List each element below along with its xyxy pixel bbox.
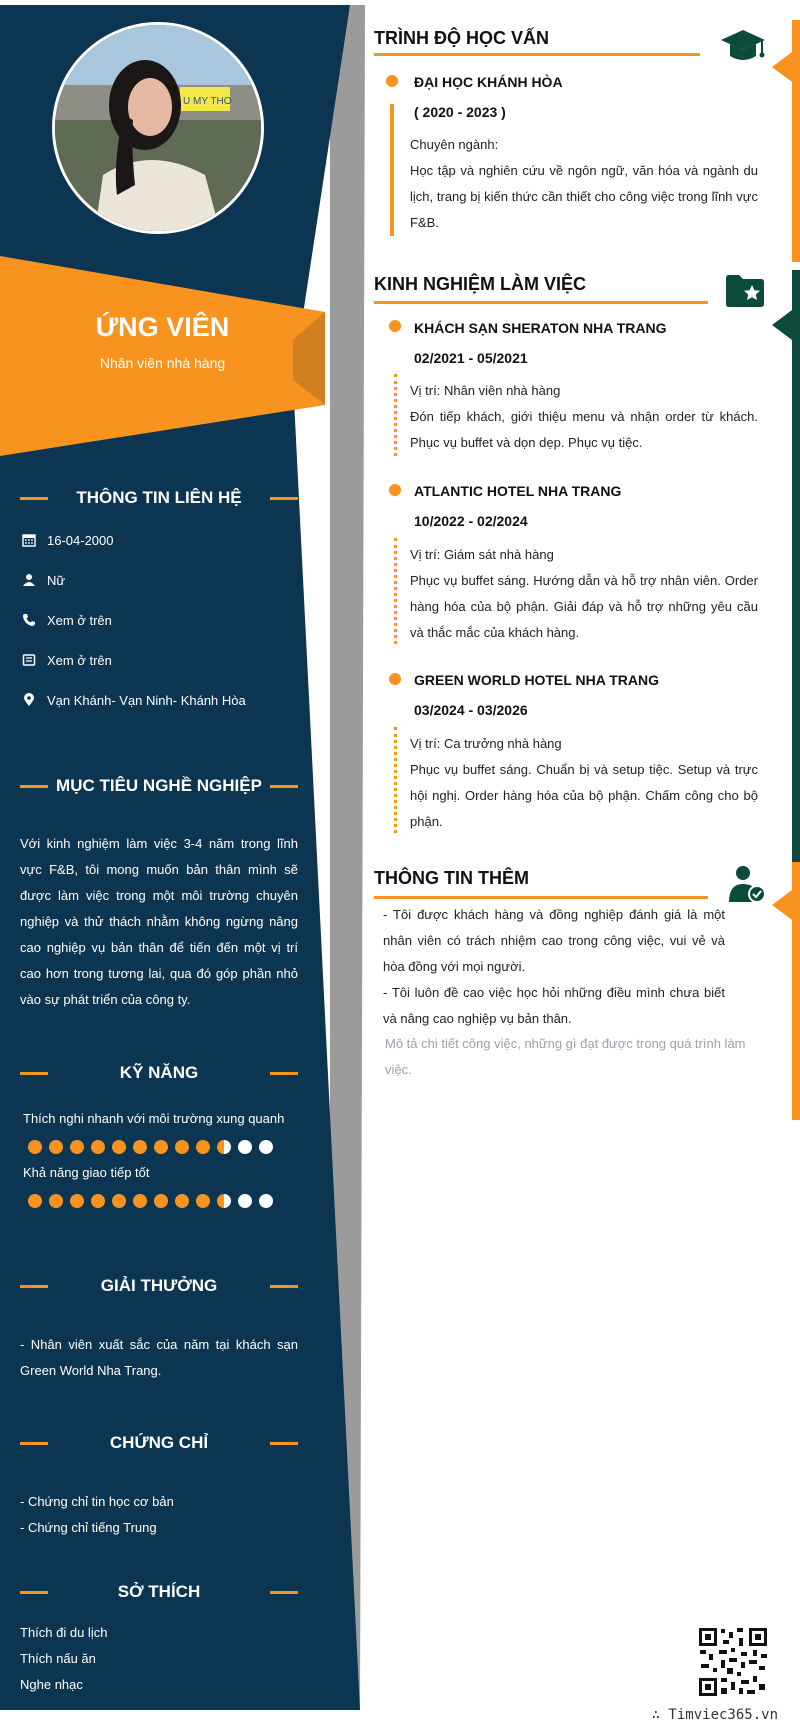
additional-hint: Mô tả chi tiết công việc, những gì đạt được trong quá trình làm việc. bbox=[385, 1036, 746, 1077]
skill-dot bbox=[112, 1140, 126, 1154]
contact-gender: Nữ bbox=[20, 570, 300, 590]
right-edge-markers bbox=[770, 20, 800, 1120]
education-timeline-line bbox=[390, 104, 394, 236]
skill-dot bbox=[196, 1140, 210, 1154]
calendar-icon bbox=[20, 531, 38, 549]
skill-dot bbox=[238, 1140, 252, 1154]
phone-icon bbox=[20, 611, 38, 629]
job-company: ATLANTIC HOTEL NHA TRANG bbox=[414, 483, 622, 499]
qr-code-icon bbox=[697, 1626, 769, 1698]
portrait-photo bbox=[55, 25, 261, 231]
skill-dot bbox=[154, 1140, 168, 1154]
skill-name: Khả năng giao tiếp tốt bbox=[23, 1165, 150, 1180]
skill-dot bbox=[196, 1194, 210, 1208]
job-period: 10/2022 - 02/2024 bbox=[414, 513, 528, 529]
job-position: Vị trí: Giám sát nhà hàng bbox=[410, 547, 554, 562]
user-check-icon bbox=[727, 864, 767, 904]
avatar bbox=[52, 22, 264, 234]
skill-dot bbox=[154, 1194, 168, 1208]
title-bar-left bbox=[20, 785, 48, 788]
job-position: Vị trí: Ca trưởng nhà hàng bbox=[410, 736, 562, 751]
candidate-name: ỨNG VIÊN bbox=[95, 312, 230, 342]
skill-dot bbox=[133, 1140, 147, 1154]
skill-dot bbox=[133, 1194, 147, 1208]
additional-line: - Tôi luôn đề cao việc học hỏi những điều mình chưa biết và nâng cao nghiệp vụ bản thân. bbox=[383, 985, 725, 1026]
graduation-cap-icon bbox=[720, 28, 766, 66]
skill-dot bbox=[49, 1194, 63, 1208]
job-description: Đón tiếp khách, giới thiệu menu và nhận order từ khách. Phục vụ buffet và dọn dẹp. Phục vụ tiệc. bbox=[410, 409, 758, 450]
svg-text:U MY THO: U MY THO bbox=[183, 96, 232, 107]
title-bar-right bbox=[270, 1285, 298, 1288]
certificate-item: - Chứng chỉ tiếng Trung bbox=[20, 1520, 157, 1535]
title-bar-left bbox=[20, 1285, 48, 1288]
skill-dot bbox=[91, 1194, 105, 1208]
hobby-item: Thích nấu ăn bbox=[20, 1651, 96, 1666]
title-bar-left bbox=[20, 1591, 48, 1594]
contact-address: Vạn Khánh- Vạn Ninh- Khánh Hòa bbox=[20, 690, 300, 710]
job-bullet bbox=[389, 320, 401, 332]
title-bar-left bbox=[20, 1442, 48, 1445]
job-description: Phục vụ buffet sáng. Hướng dẫn và hỗ trợ nhân viên. Order hàng hóa của bộ phận. Giải đáp và hỗ trợ những yêu cầu và thắc mắc của khách hàng. bbox=[410, 573, 758, 640]
objective-text: Với kinh nghiệm làm việc 3-4 năm trong lĩnh vực F&B, tôi mong muốn bản thân mình sẽ được làm việc trong một môi trường chuyên nghiệp và thử thách nhằm không ngừng nâng cao nghiệp vụ bản thân để tiến đến một vị trí cao hơn trong tương lai, qua đó góp phần nhỏ vào sự phát triển của công ty. bbox=[20, 836, 298, 1007]
hobbies-section-title: SỞ THÍCH bbox=[20, 1582, 298, 1602]
certificates-section-title: CHỨNG CHỈ bbox=[20, 1433, 298, 1453]
certificate-item: - Chứng chỉ tin học cơ bản bbox=[20, 1494, 174, 1509]
skill-dot bbox=[175, 1194, 189, 1208]
title-bar-right bbox=[270, 785, 298, 788]
job-timeline-dots bbox=[394, 727, 397, 833]
skill-dot bbox=[238, 1194, 252, 1208]
contact-section-title: THÔNG TIN LIÊN HỆ bbox=[20, 488, 298, 508]
title-bar-left bbox=[20, 497, 48, 500]
skill-dot bbox=[28, 1140, 42, 1154]
skill-dot bbox=[91, 1140, 105, 1154]
additional-section-title: THÔNG TIN THÊM bbox=[374, 868, 529, 888]
job-period: 03/2024 - 03/2026 bbox=[414, 702, 528, 718]
title-bar-right bbox=[270, 497, 298, 500]
title-bar-left bbox=[20, 1072, 48, 1075]
skill-dot bbox=[217, 1140, 231, 1154]
job-period: 02/2021 - 05/2021 bbox=[414, 350, 528, 366]
skill-dot bbox=[259, 1140, 273, 1154]
title-bar-right bbox=[270, 1072, 298, 1075]
skill-dot bbox=[217, 1194, 231, 1208]
skills-section-title: KỸ NĂNG bbox=[20, 1063, 298, 1083]
job-description: Phục vụ buffet sáng. Chuẩn bị và setup tiệc. Setup và trực hội nghị. Order hàng hóa của bộ phận. Chấm công cho bộ phận. bbox=[410, 762, 758, 829]
hobby-item: Thích đi du lịch bbox=[20, 1625, 108, 1640]
education-section-title: TRÌNH ĐỘ HỌC VẤN bbox=[374, 28, 549, 48]
job-position: Vị trí: Nhân viên nhà hàng bbox=[410, 383, 561, 398]
experience-title-underline bbox=[374, 301, 708, 304]
candidate-job-title: Nhân viên nhà hàng bbox=[99, 355, 226, 371]
education-bullet bbox=[386, 75, 398, 87]
objective-section-title: MỤC TIÊU NGHỀ NGHIỆP bbox=[20, 776, 298, 796]
skill-rating bbox=[28, 1140, 273, 1154]
contact-phone: Xem ở trên bbox=[20, 610, 300, 630]
hobby-item: Nghe nhạc bbox=[20, 1677, 83, 1692]
contact-birthdate: 16-04-2000 bbox=[20, 530, 300, 550]
skill-dot bbox=[49, 1140, 63, 1154]
additional-line: - Tôi được khách hàng và đồng nghiệp đánh giá là một nhân viên có trách nhiệm cao trong công việc, vui vẻ và hòa đồng với mọi người. bbox=[383, 907, 725, 974]
education-period: ( 2020 - 2023 ) bbox=[414, 104, 506, 120]
user-icon bbox=[20, 571, 38, 589]
awards-section-title: GIẢI THƯỞNG bbox=[20, 1276, 298, 1296]
job-timeline-dots bbox=[394, 538, 397, 644]
skill-rating bbox=[28, 1194, 273, 1208]
education-title-underline bbox=[374, 53, 700, 56]
location-icon bbox=[20, 691, 38, 709]
skill-dot bbox=[70, 1194, 84, 1208]
folder-star-icon bbox=[725, 274, 765, 308]
job-company: GREEN WORLD HOTEL NHA TRANG bbox=[414, 672, 659, 688]
skill-dot bbox=[70, 1140, 84, 1154]
education-school: ĐẠI HỌC KHÁNH HÒA bbox=[414, 74, 563, 90]
skill-dot bbox=[28, 1194, 42, 1208]
job-timeline-dots bbox=[394, 374, 397, 456]
title-bar-right bbox=[270, 1442, 298, 1445]
awards-text: - Nhân viên xuất sắc của năm tại khách sạn Green World Nha Trang. bbox=[20, 1337, 298, 1378]
email-icon bbox=[20, 651, 38, 669]
skill-dot bbox=[175, 1140, 189, 1154]
job-company: KHÁCH SẠN SHERATON NHA TRANG bbox=[414, 320, 667, 336]
title-bar-right bbox=[270, 1591, 298, 1594]
skill-name: Thích nghi nhanh với môi trường xung quanh bbox=[23, 1111, 285, 1126]
job-bullet bbox=[389, 484, 401, 496]
skill-dot bbox=[259, 1194, 273, 1208]
experience-section-title: KINH NGHIỆM LÀM VIỆC bbox=[374, 274, 587, 294]
footer-brand: ∴ Timviec365.vn bbox=[651, 1707, 778, 1723]
education-description: Học tập và nghiên cứu về ngôn ngữ, văn hóa và ngành du lịch, trang bị kiến thức cần thiết cho công việc trong lĩnh vực F&B. bbox=[410, 163, 758, 230]
job-bullet bbox=[389, 673, 401, 685]
additional-title-underline bbox=[374, 896, 708, 899]
education-major-label: Chuyên ngành: bbox=[410, 137, 499, 152]
contact-email: Xem ở trên bbox=[20, 650, 300, 670]
skill-dot bbox=[112, 1194, 126, 1208]
